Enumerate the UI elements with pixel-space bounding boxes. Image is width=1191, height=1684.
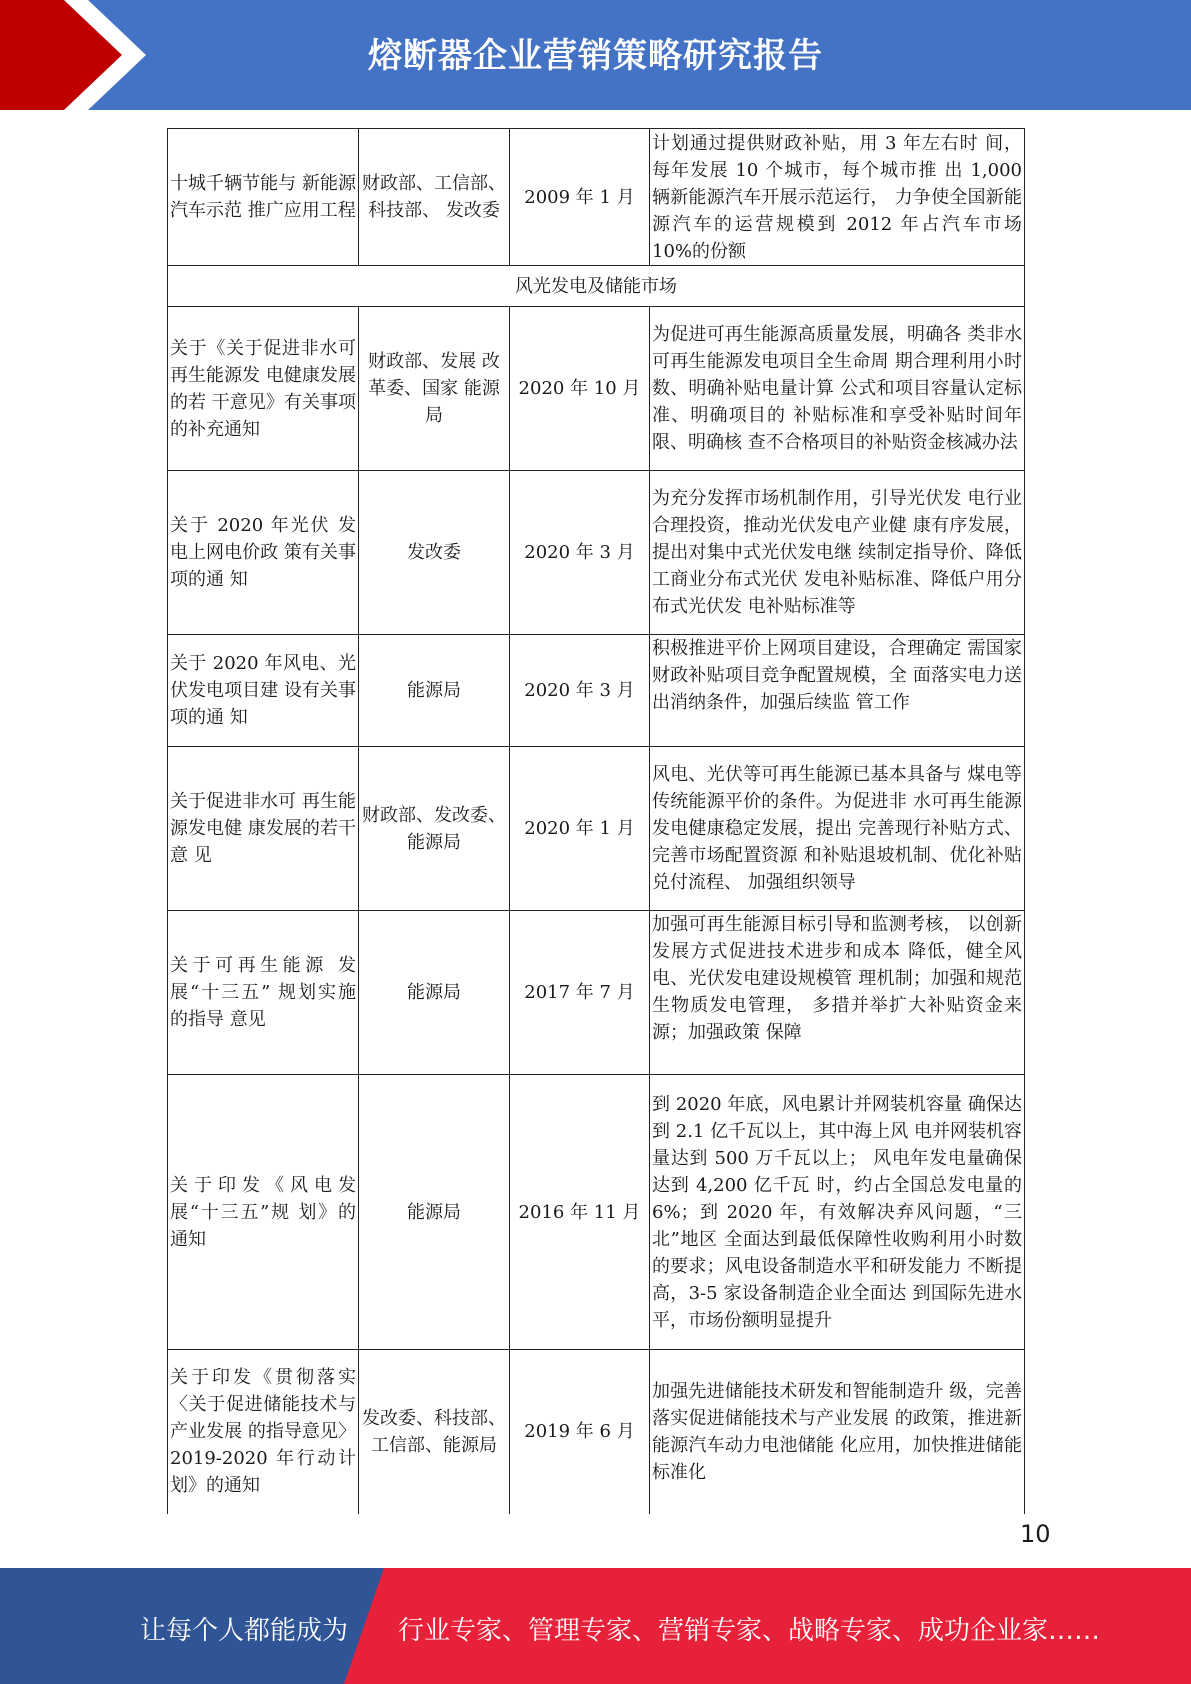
page-number: 10 <box>1020 1520 1051 1548</box>
policy-date: 2020 年 1 月 <box>510 747 650 911</box>
page-footer <box>0 1568 1191 1684</box>
report-title: 熔断器企业营销策略研究报告 <box>368 36 823 76</box>
footer-slogan-left: 让每个人都能成为 <box>140 1616 349 1646</box>
policy-name: 关于 2020 年光伏 发电上网电价政 策有关事项的通 知 <box>168 471 359 635</box>
policy-name: 关于《关于促进非水可再生能源发 电健康发展的若 干意见》有关事项 的补充通知 <box>168 307 359 471</box>
policy-dept: 能源局 <box>359 635 510 747</box>
policy-desc: 到 2020 年底，风电累计并网装机容量 确保达到 2.1 亿千瓦以上，其中海上风 电并网装机容量达到 500 万千瓦以上； 风电年发电量确保达到 4,200 亿千瓦 时，约占全国总发电量的 6%；到 2020 年，有效解决弃风问题，“三北”地区 全面达到最低保障性收购利用小时数 的要求；风电设备制造水平和研发能力 不断提高，3-5 家设备制造企业全面达 到国际先进水平，市场份额明显提升 <box>650 1075 1025 1350</box>
policy-dept: 能源局 <box>359 911 510 1075</box>
policy-date: 2020 年 3 月 <box>510 471 650 635</box>
section-label: 风光发电及储能市场 <box>168 266 1025 307</box>
table-row <box>168 747 1025 911</box>
policy-dept: 能源局 <box>359 1075 510 1350</box>
policy-date: 2020 年 10 月 <box>510 307 650 471</box>
policy-name: 关于促进非水可 再生能源发电健 康发展的若干意 见 <box>168 747 359 911</box>
policy-dept: 财政部、发改委、能源局 <box>359 747 510 911</box>
page-header <box>0 0 1191 110</box>
policy-name: 十城千辆节能与 新能源汽车示范 推广应用工程 <box>168 129 359 266</box>
policy-dept: 发改委 <box>359 471 510 635</box>
table-row <box>168 307 1025 471</box>
table-row <box>168 471 1025 635</box>
table-row <box>168 635 1025 747</box>
policy-desc: 加强可再生能源目标引导和监测考核， 以创新发展方式促进技术进步和成本 降低，健全风电、光伏发电建设规模管 理机制；加强和规范生物质发电管理， 多措并举扩大补贴资金来源；加强政策 保障 <box>650 911 1025 1075</box>
policy-name: 关于可再生能源 发展“十三五” 规划实施的指导 意见 <box>168 911 359 1075</box>
section-row <box>168 266 1025 307</box>
policy-desc: 风电、光伏等可再生能源已基本具备与 煤电等传统能源平价的条件。为促进非 水可再生能源发电健康稳定发展，提出 完善现行补贴方式、完善市场配置资源 和补贴退坡机制、优化补贴兑付流程、 加强组织领导 <box>650 747 1025 911</box>
policy-dept: 财政部、发展 改革委、国家 能源局 <box>359 307 510 471</box>
table-row <box>168 911 1025 1075</box>
policy-desc: 加强先进储能技术研发和智能制造升 级，完善落实促进储能技术与产业发展 的政策，推进新能源汽车动力电池储能 化应用，加快推进储能标准化 <box>650 1350 1025 1514</box>
policy-date: 2016 年 11 月 <box>510 1075 650 1350</box>
policy-date: 2019 年 6 月 <box>510 1350 650 1514</box>
policy-dept: 发改委、科技部、工信部、能源局 <box>359 1350 510 1514</box>
policy-name: 关于 2020 年风电、光伏发电项目建 设有关事项的通 知 <box>168 635 359 747</box>
policy-desc: 为充分发挥市场机制作用，引导光伏发 电行业合理投资，推动光伏发电产业健 康有序发展，提出对集中式光伏发电继 续制定指导价、降低工商业分布式光伏 发电补贴标准、降低户用分布式光伏发 电补贴标准等 <box>650 471 1025 635</box>
table-row <box>168 1350 1025 1514</box>
policy-desc: 积极推进平价上网项目建设，合理确定 需国家财政补贴项目竞争配置规模，全 面落实电力送出消纳条件，加强后续监 管工作 <box>650 635 1025 747</box>
policy-date: 2017 年 7 月 <box>510 911 650 1075</box>
policy-date: 2009 年 1 月 <box>510 129 650 266</box>
footer-slogan-right: 行业专家、管理专家、营销专家、战略专家、成功企业家…… <box>398 1616 1101 1646</box>
policy-name: 关于印发《风电发展“十三五”规 划》的通知 <box>168 1075 359 1350</box>
policy-date: 2020 年 3 月 <box>510 635 650 747</box>
table-row <box>168 129 1025 266</box>
policy-table <box>167 128 1025 1514</box>
policy-desc: 计划通过提供财政补贴，用 3 年左右时 间，每年发展 10 个城市，每个城市推 出 1,000 辆新能源汽车开展示范运行， 力争使全国新能源汽车的运营规模到 2012 年占汽车市场 10%的份额 <box>650 129 1025 266</box>
policy-dept: 财政部、工信部、科技部、 发改委 <box>359 129 510 266</box>
policy-name: 关于印发《贯彻落实〈关于促进储能技术与产业发展 的指导意见〉2019-2020 年行动计划》的通知 <box>168 1350 359 1514</box>
policy-desc: 为促进可再生能源高质量发展，明确各 类非水可再生能源发电项目全生命周 期合理利用小时数、明确补贴电量计算 公式和项目容量认定标准、明确项目的 补贴标准和享受补贴时间年限、明确核 查不合格项目的补贴资金核减办法 <box>650 307 1025 471</box>
table-row <box>168 1075 1025 1350</box>
